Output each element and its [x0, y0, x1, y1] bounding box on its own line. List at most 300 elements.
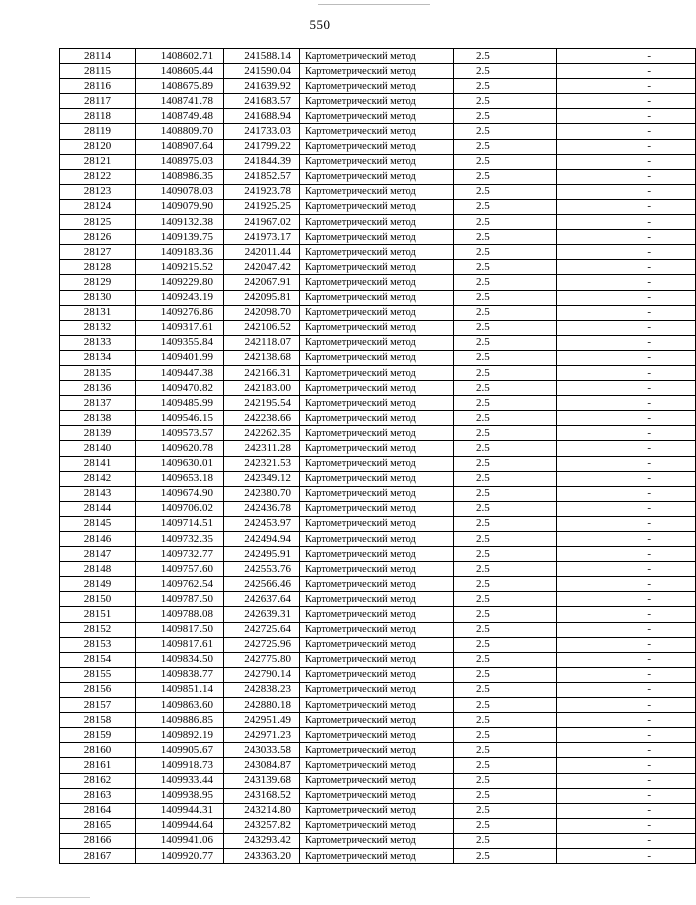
accuracy-cell: 2.5	[454, 320, 557, 335]
note-cell: -	[557, 471, 696, 486]
point-number-cell: 28128	[60, 260, 136, 275]
note-cell: -	[557, 652, 696, 667]
note-cell: -	[557, 833, 696, 848]
point-number-cell: 28158	[60, 713, 136, 728]
y-coordinate-cell: 242790.14	[224, 667, 300, 682]
x-coordinate-cell: 1409706.02	[136, 501, 224, 516]
method-cell: Картометрический метод	[300, 64, 454, 79]
accuracy-cell: 2.5	[454, 184, 557, 199]
accuracy-cell: 2.5	[454, 79, 557, 94]
method-cell: Картометрический метод	[300, 773, 454, 788]
table-row	[60, 516, 696, 531]
accuracy-cell: 2.5	[454, 547, 557, 562]
note-cell: -	[557, 49, 696, 64]
table-row	[60, 622, 696, 637]
table-row	[60, 607, 696, 622]
table-row	[60, 64, 696, 79]
x-coordinate-cell: 1409933.44	[136, 773, 224, 788]
note-cell: -	[557, 109, 696, 124]
method-cell: Картометрический метод	[300, 154, 454, 169]
table-row	[60, 245, 696, 260]
y-coordinate-cell: 242725.64	[224, 622, 300, 637]
point-number-cell: 28141	[60, 456, 136, 471]
y-coordinate-cell: 242775.80	[224, 652, 300, 667]
y-coordinate-cell: 242118.07	[224, 335, 300, 350]
x-coordinate-cell: 1409573.57	[136, 426, 224, 441]
method-cell: Картометрический метод	[300, 607, 454, 622]
x-coordinate-cell: 1409317.61	[136, 320, 224, 335]
point-number-cell: 28142	[60, 471, 136, 486]
method-cell: Картометрический метод	[300, 743, 454, 758]
method-cell: Картометрический метод	[300, 456, 454, 471]
table-row	[60, 758, 696, 773]
method-cell: Картометрический метод	[300, 305, 454, 320]
table-row	[60, 728, 696, 743]
accuracy-cell: 2.5	[454, 501, 557, 516]
method-cell: Картометрический метод	[300, 592, 454, 607]
note-cell: -	[557, 230, 696, 245]
table-row	[60, 169, 696, 184]
accuracy-cell: 2.5	[454, 698, 557, 713]
y-coordinate-cell: 242380.70	[224, 486, 300, 501]
x-coordinate-cell: 1409918.73	[136, 758, 224, 773]
y-coordinate-cell: 241799.22	[224, 139, 300, 154]
method-cell: Картометрический метод	[300, 818, 454, 833]
y-coordinate-cell: 242637.64	[224, 592, 300, 607]
accuracy-cell: 2.5	[454, 622, 557, 637]
table-row	[60, 275, 696, 290]
x-coordinate-cell: 1409851.14	[136, 682, 224, 697]
note-cell: -	[557, 426, 696, 441]
accuracy-cell: 2.5	[454, 94, 557, 109]
table-row	[60, 94, 696, 109]
note-cell: -	[557, 335, 696, 350]
table-row	[60, 441, 696, 456]
x-coordinate-cell: 1409546.15	[136, 411, 224, 426]
note-cell: -	[557, 698, 696, 713]
table-row	[60, 260, 696, 275]
accuracy-cell: 2.5	[454, 592, 557, 607]
accuracy-cell: 2.5	[454, 109, 557, 124]
note-cell: -	[557, 803, 696, 818]
method-cell: Картометрический метод	[300, 577, 454, 592]
accuracy-cell: 2.5	[454, 758, 557, 773]
point-number-cell: 28127	[60, 245, 136, 260]
x-coordinate-cell: 1409834.50	[136, 652, 224, 667]
y-coordinate-cell: 241852.57	[224, 169, 300, 184]
accuracy-cell: 2.5	[454, 245, 557, 260]
point-number-cell: 28144	[60, 501, 136, 516]
accuracy-cell: 2.5	[454, 743, 557, 758]
method-cell: Картометрический метод	[300, 109, 454, 124]
accuracy-cell: 2.5	[454, 577, 557, 592]
table-row	[60, 652, 696, 667]
point-number-cell: 28117	[60, 94, 136, 109]
table-row	[60, 562, 696, 577]
y-coordinate-cell: 242262.35	[224, 426, 300, 441]
table-row	[60, 320, 696, 335]
note-cell: -	[557, 169, 696, 184]
note-cell: -	[557, 547, 696, 562]
method-cell: Картометрический метод	[300, 426, 454, 441]
y-coordinate-cell: 241973.17	[224, 230, 300, 245]
point-number-cell: 28160	[60, 743, 136, 758]
x-coordinate-cell: 1409944.31	[136, 803, 224, 818]
x-coordinate-cell: 1409863.60	[136, 698, 224, 713]
x-coordinate-cell: 1409838.77	[136, 667, 224, 682]
x-coordinate-cell: 1409139.75	[136, 230, 224, 245]
note-cell: -	[557, 713, 696, 728]
table-row	[60, 532, 696, 547]
table-row	[60, 335, 696, 350]
accuracy-cell: 2.5	[454, 199, 557, 214]
point-number-cell: 28147	[60, 547, 136, 562]
y-coordinate-cell: 242138.68	[224, 350, 300, 365]
point-number-cell: 28163	[60, 788, 136, 803]
accuracy-cell: 2.5	[454, 516, 557, 531]
x-coordinate-cell: 1409674.90	[136, 486, 224, 501]
method-cell: Картометрический метод	[300, 532, 454, 547]
x-coordinate-cell: 1409355.84	[136, 335, 224, 350]
y-coordinate-cell: 242553.76	[224, 562, 300, 577]
y-coordinate-cell: 242838.23	[224, 682, 300, 697]
accuracy-cell: 2.5	[454, 833, 557, 848]
accuracy-cell: 2.5	[454, 169, 557, 184]
note-cell: -	[557, 848, 696, 863]
y-coordinate-cell: 241688.94	[224, 109, 300, 124]
point-number-cell: 28122	[60, 169, 136, 184]
method-cell: Картометрический метод	[300, 199, 454, 214]
y-coordinate-cell: 242639.31	[224, 607, 300, 622]
accuracy-cell: 2.5	[454, 139, 557, 154]
point-number-cell: 28140	[60, 441, 136, 456]
method-cell: Картометрический метод	[300, 501, 454, 516]
method-cell: Картометрический метод	[300, 396, 454, 411]
point-number-cell: 28120	[60, 139, 136, 154]
method-cell: Картометрический метод	[300, 547, 454, 562]
method-cell: Картометрический метод	[300, 682, 454, 697]
note-cell: -	[557, 290, 696, 305]
point-number-cell: 28118	[60, 109, 136, 124]
y-coordinate-cell: 243363.20	[224, 848, 300, 863]
table-row	[60, 788, 696, 803]
note-cell: -	[557, 788, 696, 803]
note-cell: -	[557, 305, 696, 320]
x-coordinate-cell: 1409132.38	[136, 215, 224, 230]
method-cell: Картометрический метод	[300, 335, 454, 350]
point-number-cell: 28135	[60, 365, 136, 380]
y-coordinate-cell: 242494.94	[224, 532, 300, 547]
method-cell: Картометрический метод	[300, 290, 454, 305]
accuracy-cell: 2.5	[454, 275, 557, 290]
y-coordinate-cell: 242725.96	[224, 637, 300, 652]
y-coordinate-cell: 242067.91	[224, 275, 300, 290]
y-coordinate-cell: 242971.23	[224, 728, 300, 743]
note-cell: -	[557, 743, 696, 758]
note-cell: -	[557, 350, 696, 365]
table-row	[60, 396, 696, 411]
accuracy-cell: 2.5	[454, 682, 557, 697]
method-cell: Картометрический метод	[300, 79, 454, 94]
x-coordinate-cell: 1409905.67	[136, 743, 224, 758]
accuracy-cell: 2.5	[454, 154, 557, 169]
note-cell: -	[557, 199, 696, 214]
table-row	[60, 154, 696, 169]
note-cell: -	[557, 154, 696, 169]
x-coordinate-cell: 1409276.86	[136, 305, 224, 320]
y-coordinate-cell: 243257.82	[224, 818, 300, 833]
method-cell: Картометрический метод	[300, 124, 454, 139]
method-cell: Картометрический метод	[300, 230, 454, 245]
y-coordinate-cell: 243084.87	[224, 758, 300, 773]
note-cell: -	[557, 275, 696, 290]
note-cell: -	[557, 245, 696, 260]
note-cell: -	[557, 682, 696, 697]
note-cell: -	[557, 773, 696, 788]
point-number-cell: 28146	[60, 532, 136, 547]
accuracy-cell: 2.5	[454, 260, 557, 275]
page-number: 550	[309, 17, 331, 32]
method-cell: Картометрический метод	[300, 516, 454, 531]
table-row	[60, 79, 696, 94]
accuracy-cell: 2.5	[454, 426, 557, 441]
y-coordinate-cell: 242047.42	[224, 260, 300, 275]
point-number-cell: 28164	[60, 803, 136, 818]
accuracy-cell: 2.5	[454, 441, 557, 456]
method-cell: Картометрический метод	[300, 652, 454, 667]
x-coordinate-cell: 1409788.08	[136, 607, 224, 622]
x-coordinate-cell: 1409243.19	[136, 290, 224, 305]
accuracy-cell: 2.5	[454, 124, 557, 139]
y-coordinate-cell: 242311.28	[224, 441, 300, 456]
y-coordinate-cell: 241733.03	[224, 124, 300, 139]
table-row	[60, 124, 696, 139]
point-number-cell: 28143	[60, 486, 136, 501]
accuracy-cell: 2.5	[454, 456, 557, 471]
accuracy-cell: 2.5	[454, 532, 557, 547]
method-cell: Картометрический метод	[300, 245, 454, 260]
point-number-cell: 28134	[60, 350, 136, 365]
point-number-cell: 28116	[60, 79, 136, 94]
table-row	[60, 215, 696, 230]
point-number-cell: 28121	[60, 154, 136, 169]
y-coordinate-cell: 242011.44	[224, 245, 300, 260]
y-coordinate-cell: 243139.68	[224, 773, 300, 788]
y-coordinate-cell: 242436.78	[224, 501, 300, 516]
accuracy-cell: 2.5	[454, 637, 557, 652]
scan-top-rule	[318, 4, 430, 5]
note-cell: -	[557, 562, 696, 577]
note-cell: -	[557, 486, 696, 501]
method-cell: Картометрический метод	[300, 667, 454, 682]
table-row	[60, 199, 696, 214]
x-coordinate-cell: 1409732.77	[136, 547, 224, 562]
note-cell: -	[557, 592, 696, 607]
x-coordinate-cell: 1409485.99	[136, 396, 224, 411]
method-cell: Картометрический метод	[300, 471, 454, 486]
table-row	[60, 139, 696, 154]
point-number-cell: 28130	[60, 290, 136, 305]
point-number-cell: 28139	[60, 426, 136, 441]
x-coordinate-cell: 1409732.35	[136, 532, 224, 547]
table-row	[60, 848, 696, 863]
y-coordinate-cell: 241683.57	[224, 94, 300, 109]
scan-bottom-rule	[16, 897, 90, 898]
accuracy-cell: 2.5	[454, 728, 557, 743]
x-coordinate-cell: 1409620.78	[136, 441, 224, 456]
note-cell: -	[557, 94, 696, 109]
table-row	[60, 184, 696, 199]
coordinates-table	[59, 48, 696, 864]
x-coordinate-cell: 1409447.38	[136, 365, 224, 380]
note-cell: -	[557, 532, 696, 547]
x-coordinate-cell: 1408602.71	[136, 49, 224, 64]
table-row	[60, 547, 696, 562]
accuracy-cell: 2.5	[454, 335, 557, 350]
x-coordinate-cell: 1409892.19	[136, 728, 224, 743]
table-row	[60, 365, 696, 380]
table-row	[60, 577, 696, 592]
point-number-cell: 28129	[60, 275, 136, 290]
x-coordinate-cell: 1409183.36	[136, 245, 224, 260]
method-cell: Картометрический метод	[300, 365, 454, 380]
point-number-cell: 28159	[60, 728, 136, 743]
table-row	[60, 230, 696, 245]
note-cell: -	[557, 381, 696, 396]
accuracy-cell: 2.5	[454, 305, 557, 320]
method-cell: Картометрический метод	[300, 215, 454, 230]
y-coordinate-cell: 243168.52	[224, 788, 300, 803]
x-coordinate-cell: 1409920.77	[136, 848, 224, 863]
y-coordinate-cell: 241844.39	[224, 154, 300, 169]
method-cell: Картометрический метод	[300, 848, 454, 863]
x-coordinate-cell: 1409944.64	[136, 818, 224, 833]
method-cell: Картометрический метод	[300, 169, 454, 184]
table-row	[60, 486, 696, 501]
point-number-cell: 28133	[60, 335, 136, 350]
method-cell: Картометрический метод	[300, 411, 454, 426]
x-coordinate-cell: 1408907.64	[136, 139, 224, 154]
note-cell: -	[557, 516, 696, 531]
point-number-cell: 28138	[60, 411, 136, 426]
x-coordinate-cell: 1409401.99	[136, 350, 224, 365]
method-cell: Картометрический метод	[300, 758, 454, 773]
note-cell: -	[557, 139, 696, 154]
note-cell: -	[557, 728, 696, 743]
point-number-cell: 28124	[60, 199, 136, 214]
x-coordinate-cell: 1409714.51	[136, 516, 224, 531]
point-number-cell: 28152	[60, 622, 136, 637]
y-coordinate-cell: 242183.00	[224, 381, 300, 396]
y-coordinate-cell: 242095.81	[224, 290, 300, 305]
note-cell: -	[557, 622, 696, 637]
method-cell: Картометрический метод	[300, 728, 454, 743]
x-coordinate-cell: 1408986.35	[136, 169, 224, 184]
method-cell: Картометрический метод	[300, 698, 454, 713]
method-cell: Картометрический метод	[300, 788, 454, 803]
point-number-cell: 28145	[60, 516, 136, 531]
note-cell: -	[557, 818, 696, 833]
table-row	[60, 743, 696, 758]
method-cell: Картометрический метод	[300, 381, 454, 396]
y-coordinate-cell: 242321.53	[224, 456, 300, 471]
point-number-cell: 28148	[60, 562, 136, 577]
x-coordinate-cell: 1409229.80	[136, 275, 224, 290]
method-cell: Картометрический метод	[300, 49, 454, 64]
table-row	[60, 381, 696, 396]
method-cell: Картометрический метод	[300, 260, 454, 275]
accuracy-cell: 2.5	[454, 486, 557, 501]
table-row	[60, 471, 696, 486]
table-row	[60, 109, 696, 124]
method-cell: Картометрический метод	[300, 184, 454, 199]
table-row	[60, 592, 696, 607]
method-cell: Картометрический метод	[300, 713, 454, 728]
y-coordinate-cell: 242098.70	[224, 305, 300, 320]
accuracy-cell: 2.5	[454, 396, 557, 411]
x-coordinate-cell: 1409470.82	[136, 381, 224, 396]
point-number-cell: 28151	[60, 607, 136, 622]
note-cell: -	[557, 320, 696, 335]
point-number-cell: 28123	[60, 184, 136, 199]
point-number-cell: 28126	[60, 230, 136, 245]
table-row	[60, 803, 696, 818]
point-number-cell: 28125	[60, 215, 136, 230]
y-coordinate-cell: 243033.58	[224, 743, 300, 758]
accuracy-cell: 2.5	[454, 818, 557, 833]
x-coordinate-cell: 1408605.44	[136, 64, 224, 79]
table-row	[60, 667, 696, 682]
method-cell: Картометрический метод	[300, 320, 454, 335]
y-coordinate-cell: 241590.04	[224, 64, 300, 79]
y-coordinate-cell: 242880.18	[224, 698, 300, 713]
accuracy-cell: 2.5	[454, 290, 557, 305]
accuracy-cell: 2.5	[454, 652, 557, 667]
x-coordinate-cell: 1409078.03	[136, 184, 224, 199]
point-number-cell: 28155	[60, 667, 136, 682]
note-cell: -	[557, 577, 696, 592]
point-number-cell: 28132	[60, 320, 136, 335]
y-coordinate-cell: 241923.78	[224, 184, 300, 199]
table-row	[60, 290, 696, 305]
note-cell: -	[557, 758, 696, 773]
y-coordinate-cell: 242951.49	[224, 713, 300, 728]
y-coordinate-cell: 242106.52	[224, 320, 300, 335]
point-number-cell: 28161	[60, 758, 136, 773]
point-number-cell: 28131	[60, 305, 136, 320]
note-cell: -	[557, 184, 696, 199]
x-coordinate-cell: 1409215.52	[136, 260, 224, 275]
x-coordinate-cell: 1408975.03	[136, 154, 224, 169]
y-coordinate-cell: 242453.97	[224, 516, 300, 531]
accuracy-cell: 2.5	[454, 230, 557, 245]
table-row	[60, 637, 696, 652]
x-coordinate-cell: 1408749.48	[136, 109, 224, 124]
point-number-cell: 28137	[60, 396, 136, 411]
y-coordinate-cell: 242495.91	[224, 547, 300, 562]
table-row	[60, 456, 696, 471]
note-cell: -	[557, 64, 696, 79]
note-cell: -	[557, 411, 696, 426]
table-row	[60, 713, 696, 728]
table-row	[60, 350, 696, 365]
note-cell: -	[557, 365, 696, 380]
accuracy-cell: 2.5	[454, 848, 557, 863]
point-number-cell: 28157	[60, 698, 136, 713]
y-coordinate-cell: 241967.02	[224, 215, 300, 230]
y-coordinate-cell: 243214.80	[224, 803, 300, 818]
note-cell: -	[557, 607, 696, 622]
